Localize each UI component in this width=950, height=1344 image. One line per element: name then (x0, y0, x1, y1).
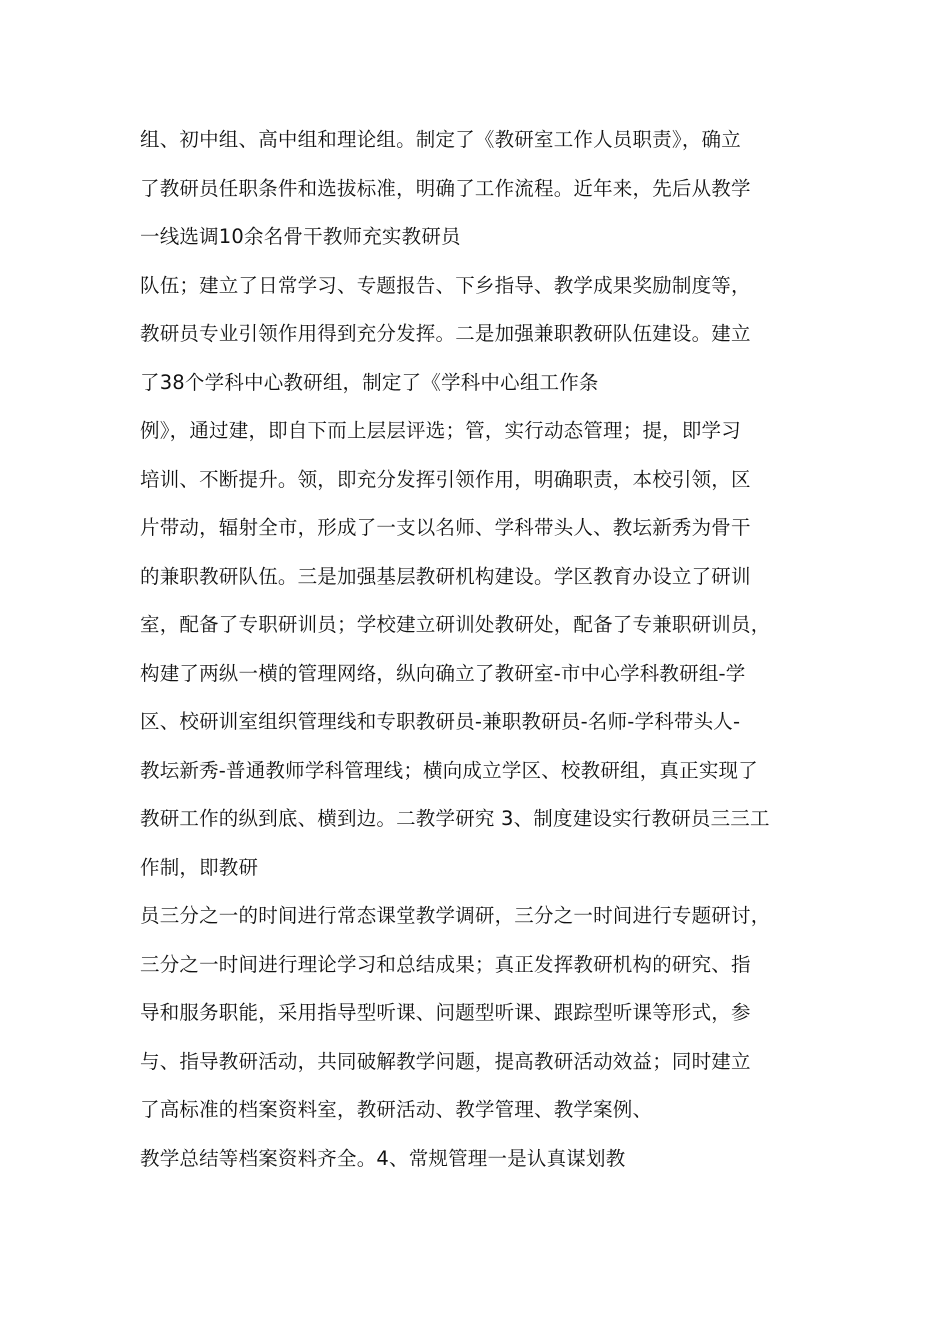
text-line: 片带动，辐射全市，形成了一支以名师、学科带头人、教坛新秀为骨干 (140, 516, 751, 539)
text-line: 培训、不断提升。领，即充分发挥引领作用，明确职责，本校引领，区 (140, 467, 751, 491)
text-line: 室，配备了专职研训员；学校建立研训处教研处，配备了专兼职研训员， (140, 613, 771, 636)
text-line: 与、指导教研活动，共同破解教学问题，提高教研活动效益；同时建立 (140, 1049, 751, 1073)
text-line: 队伍；建立了日常学习、专题报告、下乡指导、教学成果奖励制度等， (140, 273, 751, 297)
text-line: 构建了两纵一横的管理网络，纵向确立了教研室-市中心学科教研组-学 (140, 661, 746, 685)
text-line: 教研员专业引领作用得到充分发挥。二是加强兼职教研队伍建设。建立 (140, 322, 751, 345)
text-line: 作制，即教研 (140, 855, 259, 879)
text-line: 区、校研训室组织管理线和专职教研员-兼职教研员-名师-学科带头人- (140, 710, 741, 733)
text-line: 教研工作的纵到底、横到边。二教学研究 3、制度建设实行教研员三三工 (140, 807, 770, 830)
text-line: 教学总结等档案资料齐全。4、常规管理一是认真谋划教 (140, 1146, 626, 1170)
text-line: 员三分之一的时间进行常态课堂教学调研，三分之一时间进行专题研讨， (140, 904, 771, 927)
text-line: 的兼职教研队伍。三是加强基层教研机构建设。学区教育办设立了研训 (140, 564, 751, 588)
text-line: 了38个学科中心教研组，制定了《学科中心组工作条 (140, 370, 599, 394)
text-line: 组、初中组、高中组和理论组。制定了《教研室工作人员职责》，确立 (140, 128, 741, 151)
text-line: 导和服务职能，采用指导型听课、问题型听课、跟踪型听课等形式，参 (140, 1001, 751, 1024)
text-line: 例》，通过建，即自下而上层层评选；管，实行动态管理；提，即学习 (140, 419, 741, 442)
text-line: 了高标准的档案资料室，教研活动、教学管理、教学案例、 (140, 1098, 653, 1121)
text-line: 三分之一时间进行理论学习和总结成果；真正发挥教研机构的研究、指 (140, 952, 751, 976)
body-text (140, 120, 830, 1187)
text-line: 一线选调10余名骨干教师充实教研员 (140, 225, 461, 248)
text-line: 了教研员任职条件和选拔标准，明确了工作流程。近年来，先后从教学 (140, 176, 751, 200)
text-line: 教坛新秀-普通教师学科管理线；横向成立学区、校教研组，真正实现了 (140, 758, 758, 782)
